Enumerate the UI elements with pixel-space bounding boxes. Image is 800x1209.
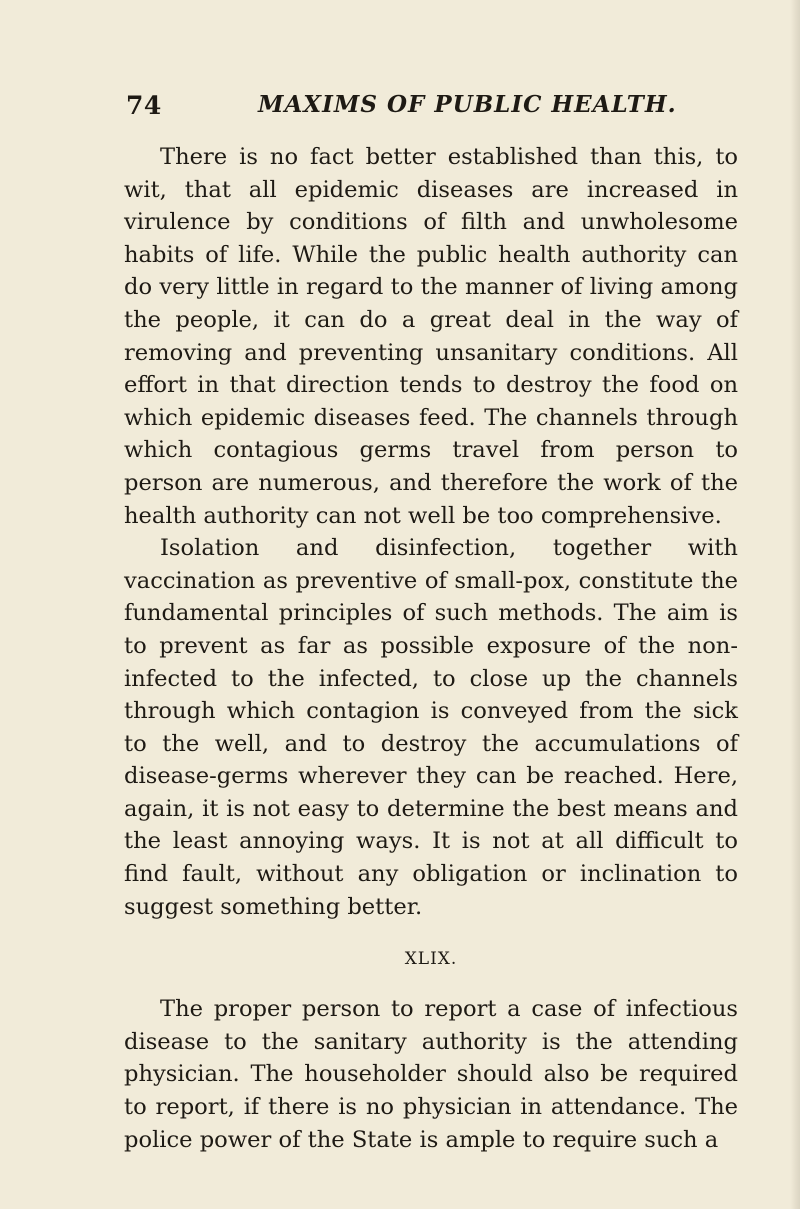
running-head: MAXIMS OF PUBLIC HEALTH. [258, 91, 677, 118]
page-number: 74 [126, 91, 162, 120]
page-edge-shadow [790, 0, 800, 1209]
section-paragraph: The proper person to report a case of infectious disease to the sanitary authority is the attending physician. The householder should also be required to report, if there is no physician in attendance. The police power of the State is ample to require such a [124, 996, 738, 1153]
page-header [126, 91, 726, 125]
section-numeral: XLIX. [404, 949, 458, 970]
body-text [124, 141, 738, 1156]
paragraph-2: Isolation and disinfection, together with vaccination as preventive of small-pox, constitute the fundamental principles of such methods. The aim is to prevent as far as possible exposure of the non-infected to the infected, to close up the channels through which contagion is conveyed from the sick to the well, and to destroy the accumulations of disease-germs wherever they can be reached. Here, again, it is not easy to determine the best means and the least annoying ways. It is not at all difficult to find fault, without any obligation or inclination to suggest something better. [124, 535, 738, 920]
paragraph-1: There is no fact better established than this, to wit, that all epidemic diseases are increased in virulence by conditions of filth and unwholesome habits of life. While the public health authority can do very little in regard to the manner of living among the people, it can do a great deal in the way of removing and preventing unsanitary conditions. All effort in that direction tends to destroy the food on which epidemic diseases feed. The channels through which contagious germs travel from person to person are numerous, and therefore the work of the health authority can not well be too comprehensive. [124, 144, 738, 529]
